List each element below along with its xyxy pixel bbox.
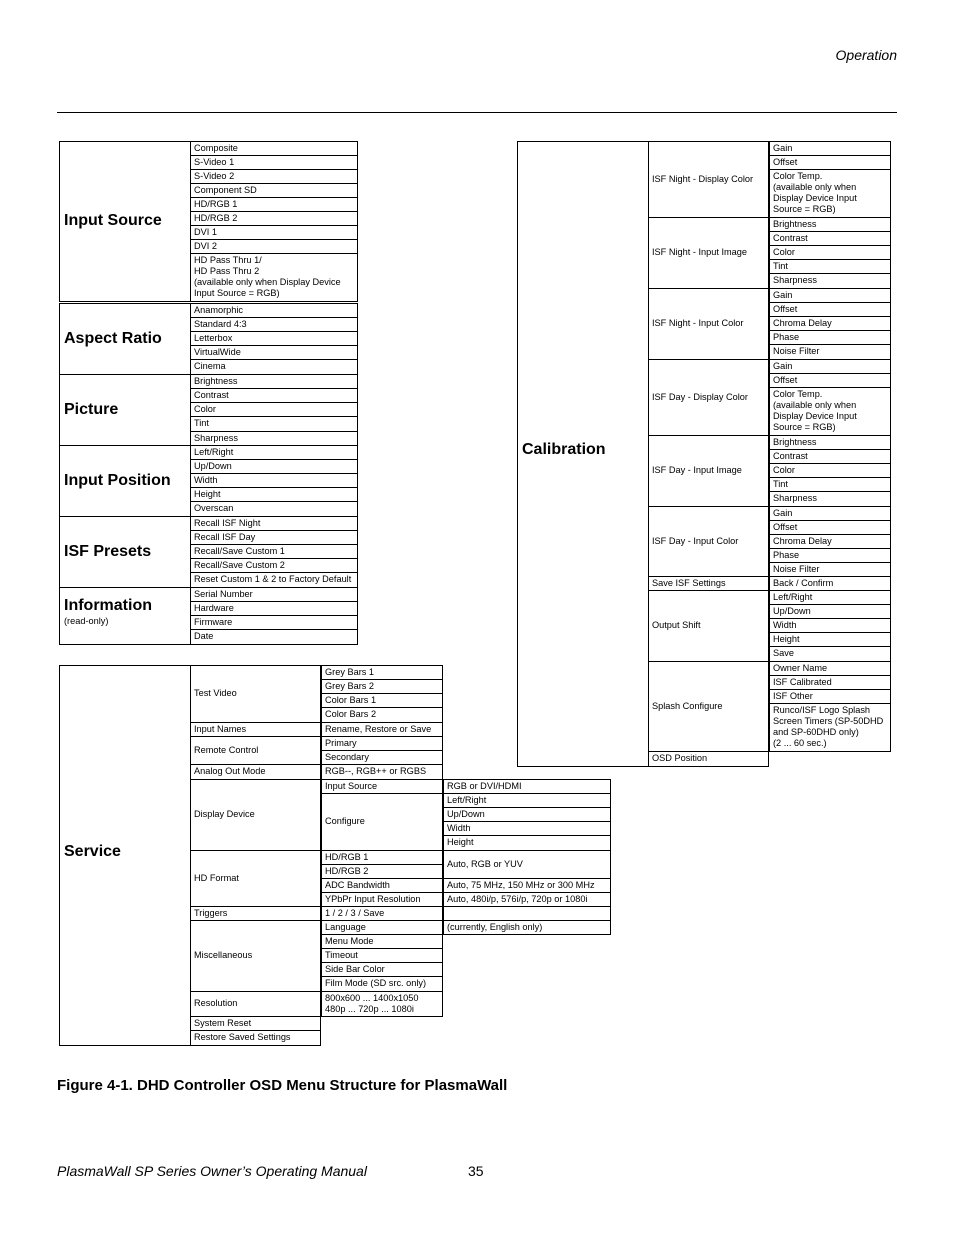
calibration-option: Color Temp. (available only when Display Device Input Source = RGB) [769,387,891,436]
service-item: Analog Out Mode [190,764,321,780]
service-option: HD/RGB 1 [321,850,443,865]
calibration-option: Contrast [769,449,891,464]
aspect-ratio-option: Cinema [190,359,358,375]
calibration-option: Brightness [769,435,891,450]
service-value: Height [443,835,611,851]
calibration-item: ISF Day - Input Color [648,506,769,578]
input-position-option: Up/Down [190,459,358,474]
picture-option: Tint [190,416,358,432]
service-value-empty [443,906,611,921]
service-value: Width [443,821,611,836]
picture-option: Contrast [190,388,358,403]
information-option: Date [190,629,358,645]
calibration-option: Width [769,618,891,633]
aspect-ratio-option: Standard 4:3 [190,317,358,332]
group-title: Input Source [64,212,162,229]
calibration-item: OSD Position [648,751,769,767]
figure-caption: Figure 4-1. DHD Controller OSD Menu Structure for PlasmaWall [57,1077,508,1094]
input-position-option: Width [190,473,358,488]
input-position-option: Height [190,487,358,502]
group-title: Picture [64,400,119,418]
service-value: Auto, RGB or YUV [443,850,611,879]
calibration-item: Save ISF Settings [648,576,769,591]
calibration-option: Phase [769,330,891,345]
service-option: RGB--, RGB++ or RGBS [321,764,443,780]
calibration-item: ISF Night - Input Color [648,288,769,360]
service-option: Primary [321,736,443,751]
service-option: Color Bars 2 [321,707,443,723]
service-option: Film Mode (SD src. only) [321,976,443,992]
input-source-option: Composite [190,141,358,156]
calibration-option: Up/Down [769,604,891,619]
service-option: Secondary [321,750,443,765]
service-option: Color Bars 1 [321,693,443,708]
calibration-option: Gain [769,288,891,303]
group-title: Calibration [522,441,606,458]
aspect-ratio-option: Letterbox [190,331,358,346]
service-option: Menu Mode [321,934,443,949]
calibration-item: ISF Day - Display Color [648,359,769,436]
service-option: Input Source [321,779,443,794]
calibration-option: Gain [769,506,891,521]
calibration-option: Sharpness [769,273,891,289]
group-title: Input Position [64,471,171,489]
service-option: ADC Bandwidth [321,878,443,893]
isf-presets-option: Recall ISF Day [190,530,358,545]
input-source-option: DVI 2 [190,239,358,254]
isf-presets-option: Recall/Save Custom 2 [190,558,358,573]
calibration-option: Tint [769,259,891,274]
calibration-option: Offset [769,520,891,535]
service-option: Side Bar Color [321,962,443,977]
service-item: Restore Saved Settings [190,1030,321,1046]
picture-option: Brightness [190,374,358,389]
service-item: HD Format [190,850,321,908]
service-item: Miscellaneous [190,920,321,992]
page-number: 35 [468,1163,484,1179]
calibration-option: Offset [769,155,891,170]
input-source-option: HD Pass Thru 1/ HD Pass Thru 2 (available only when Display Device Input Source = RGB) [190,253,358,302]
calibration-option: Save [769,646,891,662]
service-value: (currently, English only) [443,920,611,935]
calibration-option: Chroma Delay [769,534,891,549]
service-option: 800x600 ... 1400x1050 480p ... 720p ... 1080i [321,991,443,1017]
service-option: Grey Bars 2 [321,679,443,694]
calibration-option: Runco/ISF Logo Splash Screen Timers (SP-50DHD and SP-60DHD only) (2 ... 60 sec.) [769,703,891,752]
service-item: Resolution [190,991,321,1017]
calibration-option: Chroma Delay [769,316,891,331]
input-source-option: S-Video 2 [190,169,358,184]
input-position-option: Overscan [190,501,358,517]
service-option: YPbPr Input Resolution [321,892,443,907]
service-value: Auto, 480i/p, 576i/p, 720p or 1080i [443,892,611,907]
footer-manual-title: PlasmaWall SP Series Owner’s Operating Manual [57,1163,367,1179]
calibration-option: Left/Right [769,590,891,605]
header-rule [57,112,897,113]
service-item: Remote Control [190,736,321,765]
calibration-option: Phase [769,548,891,563]
service-value: Auto, 75 MHz, 150 MHz or 300 MHz [443,878,611,893]
picture-option: Sharpness [190,431,358,446]
input-source-option: Component SD [190,183,358,198]
calibration-option: Noise Filter [769,562,891,578]
read-only-note: (read-only) [64,616,109,626]
service-option: Language [321,920,443,935]
calibration-item: ISF Day - Input Image [648,435,769,507]
service-option: Grey Bars 1 [321,665,443,680]
information-option: Hardware [190,601,358,616]
input-position-option: Left/Right [190,445,358,460]
service-item: Test Video [190,665,321,723]
calibration-item: ISF Night - Input Image [648,217,769,289]
service-option: 1 / 2 / 3 / Save [321,906,443,921]
calibration-item: ISF Night - Display Color [648,141,769,218]
calibration-option: Brightness [769,217,891,232]
calibration-option: Color Temp. (available only when Display Device Input Source = RGB) [769,169,891,218]
service-item: Triggers [190,906,321,921]
service-item: System Reset [190,1016,321,1031]
group-title: Information [64,597,152,614]
calibration-item: Splash Configure [648,661,769,752]
calibration-option: Sharpness [769,491,891,507]
calibration-option: Noise Filter [769,344,891,360]
calibration-option: Offset [769,302,891,317]
calibration-option: Color [769,245,891,260]
calibration-option: Gain [769,141,891,156]
calibration-option: Owner Name [769,661,891,676]
group-title: Service [64,843,121,860]
service-value: Up/Down [443,807,611,822]
calibration-option: Back / Confirm [769,576,891,591]
input-source-option: DVI 1 [190,225,358,240]
calibration-option: Gain [769,359,891,374]
input-source-option: HD/RGB 1 [190,197,358,212]
information-option: Firmware [190,615,358,630]
service-value: RGB or DVI/HDMI [443,779,611,794]
service-item: Input Names [190,722,321,737]
calibration-option: ISF Calibrated [769,675,891,690]
isf-presets-option: Recall/Save Custom 1 [190,544,358,559]
information-option: Serial Number [190,587,358,602]
aspect-ratio-option: VirtualWide [190,345,358,360]
calibration-option: ISF Other [769,689,891,704]
running-header: Operation [835,47,897,63]
service-option: Timeout [321,948,443,963]
isf-presets-option: Recall ISF Night [190,516,358,531]
picture-option: Color [190,402,358,417]
calibration-option: Height [769,632,891,647]
aspect-ratio-option: Anamorphic [190,303,358,318]
service-option: HD/RGB 2 [321,864,443,879]
group-title: ISF Presets [64,542,152,560]
input-source-option: S-Video 1 [190,155,358,170]
input-source-option: HD/RGB 2 [190,211,358,226]
calibration-option: Contrast [769,231,891,246]
calibration-item: Output Shift [648,590,769,662]
service-item: Display Device [190,779,321,851]
service-value: Left/Right [443,793,611,808]
calibration-option: Offset [769,373,891,388]
calibration-option: Color [769,463,891,478]
service-option: Configure [321,793,443,851]
group-title: Aspect Ratio [64,329,162,347]
isf-presets-option: Reset Custom 1 & 2 to Factory Default [190,572,358,588]
service-option: Rename, Restore or Save [321,722,443,737]
calibration-option: Tint [769,477,891,492]
